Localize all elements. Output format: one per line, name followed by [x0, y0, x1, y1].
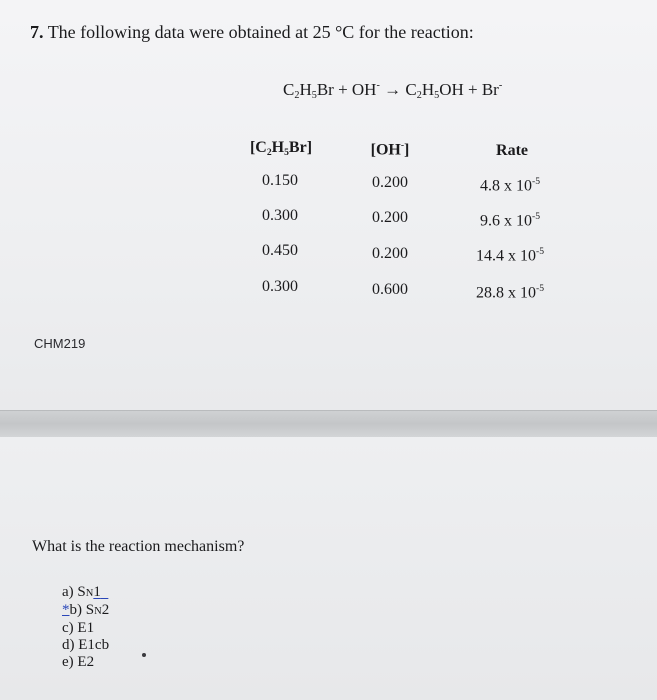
stray-dot-mark: [142, 653, 146, 657]
question-text: The following data were obtained at 25 °C for the reaction:: [47, 22, 474, 42]
option-e-label: E2: [77, 654, 95, 670]
course-code-label: CHM219: [34, 336, 86, 351]
page-divider-band: [0, 410, 657, 438]
cell-rate: 14.4 x $10^{-5}$: [476, 246, 544, 265]
cell-oh: 0.600: [372, 281, 408, 298]
cell-rate: 4.8 x $10^{-5}$: [480, 176, 540, 195]
answer-options: [62, 584, 109, 671]
cell-c2h5br: 0.150: [262, 172, 298, 189]
reactant-hydroxide: OH-: [351, 80, 380, 100]
question-number: 7.: [30, 22, 44, 42]
cell-c2h5br: 0.300: [262, 207, 298, 224]
header-c2h5br: $[C_2H_5Br]$: [249, 139, 313, 158]
cell-rate: 9.6 x $10^{-5}$: [480, 211, 540, 230]
cell-oh: 0.200: [372, 174, 408, 191]
cell-oh: 0.200: [372, 209, 408, 226]
cell-c2h5br: 0.300: [262, 278, 298, 295]
cell-c2h5br: 0.450: [262, 242, 298, 259]
reactant-ethyl-bromide: $C_2H_5Br$: [283, 80, 334, 102]
option-e[interactable]: e) E2: [62, 654, 95, 670]
option-d[interactable]: d) E1cb: [62, 637, 110, 653]
reaction-arrow-icon: →: [384, 80, 402, 100]
option-b-label: SN2: [85, 602, 110, 618]
option-a-label: SN1: [77, 584, 101, 600]
option-c-label: E1: [77, 620, 95, 636]
header-oh: [OH-]: [370, 140, 410, 159]
option-d-label: E1cb: [78, 637, 110, 653]
mechanism-question: What is the reaction mechanism?: [32, 538, 245, 555]
product-bromide: Br-: [481, 80, 503, 100]
header-rate: Rate: [496, 142, 528, 159]
option-c[interactable]: c) E1: [62, 620, 95, 636]
rate-data-table: [0, 0, 657, 320]
cell-rate: 28.8 x $10^{-5}$: [476, 283, 544, 302]
reaction-equation: $C_2H_5Br + OH^- \to C_2H_5OH + Br^-$: [283, 80, 503, 102]
star-mark-icon: *: [62, 602, 70, 618]
option-a[interactable]: a) SN1: [62, 584, 109, 602]
cell-oh: 0.200: [372, 245, 408, 262]
option-b[interactable]: *b) SN2: [62, 602, 110, 618]
product-ethanol: $C_2H_5OH$: [405, 80, 464, 102]
